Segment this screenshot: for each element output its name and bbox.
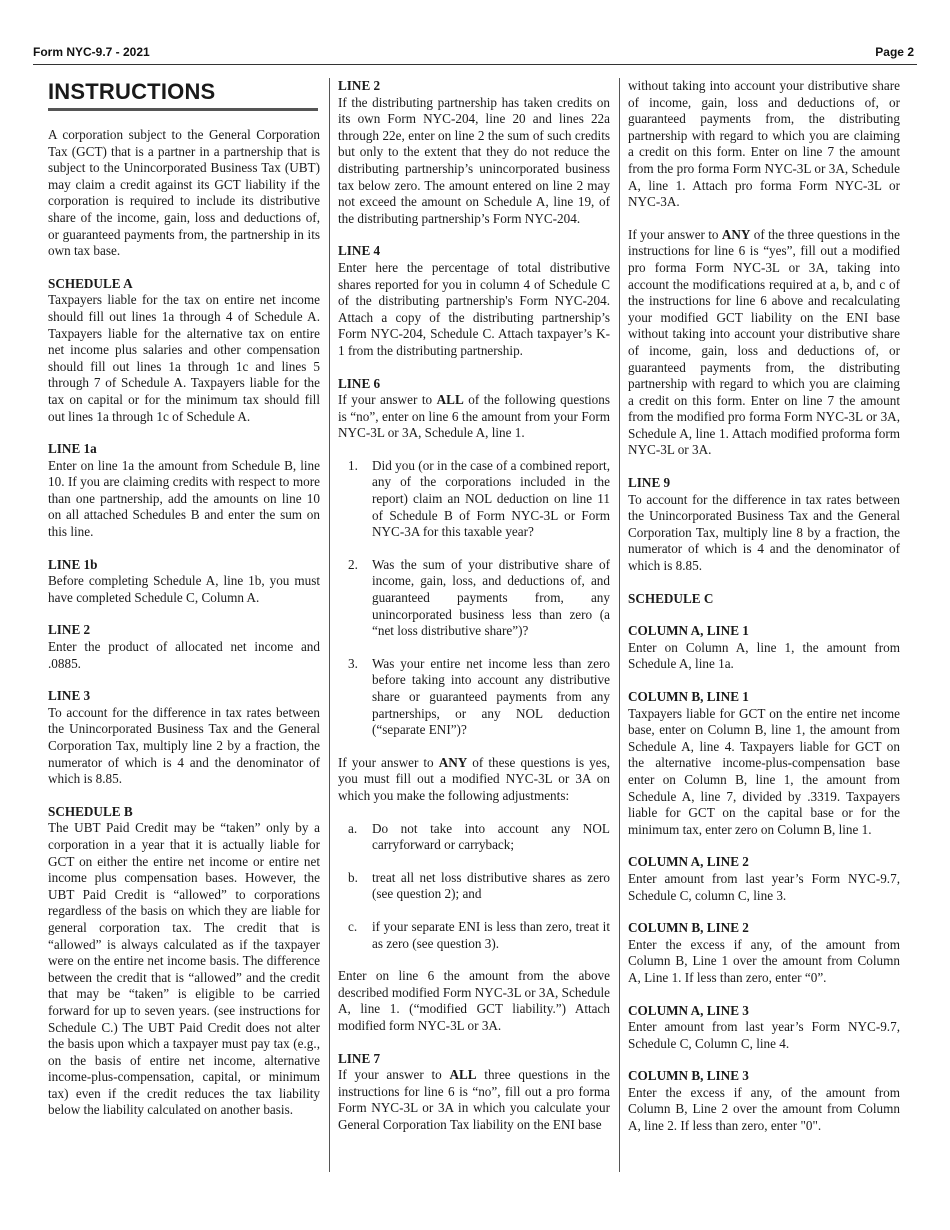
line-7-text: If your answer to ALL three questions in the instructions for line 6 is “no”, fill out a pro forma Form NYC-3L or 3A in which you calculate your General Corporation Tax liability on the ENI base	[338, 1067, 611, 1132]
column-divider	[619, 78, 620, 1172]
column-a-line-1-text: Enter on Column A, line 1, the amount from Schedule A, line 1a.	[628, 639, 900, 672]
line-1a-heading: LINE 1a	[48, 441, 97, 457]
enter-line-6-text: Enter on line 6 the amount from the above described modified Form NYC-3L or 3A, Schedule A, line 1. (“modified GCT liability.”) Attach modified form NYC-3L or 3A.	[338, 968, 610, 1033]
line-1b-heading: LINE 1b	[48, 556, 98, 572]
list-item: 2. Was the sum of your distributive share of income, gain, loss, and deductions of, and guaranteed payments from, any unincorporated business less than zero (a “net loss distributive share”)?	[348, 556, 610, 639]
any-answer-text: If your answer to ANY of these questions is yes, you must fill out a modified NYC-3L or 3A on which you make the following adjustments:	[338, 754, 610, 803]
column-2	[338, 78, 610, 1133]
line-3-text: To account for the difference in tax rates between the Unincorporated Business Tax and the General Corporation Tax, multiply line 2 by a fraction, the numerator of which is 4 and the denominator of which is 8.85.	[48, 704, 320, 787]
column-a-line-2-heading: COLUMN A, LINE 2	[628, 854, 749, 870]
line-4-text: Enter here the percentage of total distributive shares reported for you in column 4 of Schedule C of the distributing partnership's Form NYC-204. Attach a copy of the distributing partnership’s Form NYC-204, Schedule C. Attach taxpayer’s K-1 from the distributing partnership.	[338, 259, 610, 358]
column-b-line-1-heading: COLUMN B, LINE 1	[628, 689, 749, 704]
header-rule	[33, 64, 917, 65]
column-divider	[329, 78, 330, 1172]
line-7-continued-text: without taking into account your distributive share of income, gain, loss and deductions of, or guaranteed payments from, the distributing partnership with regard to which you are claiming a credit on this form. Enter on line 7 the amount from the pro forma Form NYC-3L or 3A, Schedule A, line 1. Attach pro forma Form NYC-3L or NYC-3A.	[628, 78, 900, 210]
column-a-line-1-heading: COLUMN A, LINE 1	[628, 623, 749, 639]
line-1a-text: Enter on line 1a the amount from Schedule B, line 10. If you are claiming credits with respect to more than one partnership, add the amounts on line 10 on all attached Schedules B and enter the sum on this line.	[48, 457, 320, 540]
list-item: c. if your separate ENI is less than zero, treat it as zero (see question 3).	[348, 918, 610, 951]
column-b-line-1-text: Taxpayers liable for GCT on the entire net income base, enter on Column B, line 1, the amount from Schedule A, line 4. Taxpayers liable for GCT on the alternative income-plus-compensation base enter on Column B, line 1, the amount from Schedule A, line 7, divided by .3319. Taxpayers liable for GCT on the capital base or for the minimum tax, enter zero on Column B, line 1.	[628, 705, 900, 837]
schedule-c-heading: SCHEDULE C	[628, 590, 714, 606]
column-b-line-3-text: Enter the excess if any, of the amount from Column B, Line 2 over the amount from Column A, line 2. If less than zero, enter "0".	[628, 1084, 900, 1134]
column-3	[628, 78, 900, 1135]
list-item: 1. Did you (or in the case of a combined report, any of the corporations included in the report) claim an NOL deduction on line 11 of Schedule B of Form NYC-3L or Form NYC-3A for this taxable year?	[348, 457, 610, 540]
line-6-heading: LINE 6	[338, 375, 381, 391]
schedule-b-heading: SCHEDULE B	[48, 803, 133, 819]
any-yes-text: If your answer to ANY of the three questions in the instructions for line 6 is “yes”, fill out a modified pro forma Form NYC-3L or 3A, taking into account the modifications required at a, b, and c of the instructions for line 6 above and recalculating your modified GCT liability on the ENI base without taking into account your distributive share of income, gain, loss and deductions of, or guaranteed payments from, the distributing partnership with regard to which you are claiming a credit on this form. Enter on line 7 the amount from the modified pro forma Form NYC-3L or 3A, Schedule A, line 1. Attach modified proforma form NYC-3L or 3A.	[628, 226, 901, 458]
column-b-line-2-text: Enter the excess if any, of the amount from Column B, Line 1 over the amount from Column A, Line 1. If less than zero, enter “0”.	[628, 936, 900, 985]
column-b-line-3-heading: COLUMN B, LINE 3	[628, 1068, 749, 1084]
line-7-heading: LINE 7	[338, 1050, 381, 1066]
intro-paragraph: A corporation subject to the General Corporation Tax (GCT) that is a partner in a partnership that is subject to the Unincorporated Business Tax (UBT) may claim a credit against its GCT liability if the corporation is required to include its distributive share of the income, gain, loss and deductions of, or guaranteed payments from, the partnership in its own tax base.	[48, 127, 320, 259]
line-3-heading: LINE 3	[48, 688, 91, 704]
column-b-line-2-heading: COLUMN B, LINE 2	[628, 920, 749, 936]
questions-list	[338, 458, 610, 739]
adjustments-list	[338, 821, 610, 953]
column-1	[48, 78, 320, 1119]
column-a-line-3-heading: COLUMN A, LINE 3	[628, 1002, 749, 1018]
line-2-heading: LINE 2	[48, 622, 91, 638]
list-item: 3. Was your entire net income less than zero before taking into account any distributive share or guaranteed payments from any partnerships, or any NOL deduction (“separate ENI”)?	[348, 655, 610, 738]
page-title: INSTRUCTIONS	[48, 78, 318, 111]
column-a-line-3-text: Enter amount from last year’s Form NYC-9.7, Schedule C, Column C, line 4.	[628, 1019, 900, 1051]
line-9-heading: LINE 9	[628, 475, 671, 491]
page-number: Page 2	[875, 45, 914, 59]
line-2-text: Enter the product of allocated net income and .0885.	[48, 639, 320, 671]
line-9-text: To account for the difference in tax rates between the Unincorporated Business Tax and the General Corporation Tax, multiply line 8 by a fraction, the numerator of which is 4 and the denominator of which is 8.85.	[628, 491, 900, 574]
schedule-b-text: The UBT Paid Credit may be “taken” only by a corporation in a year that it is actually liable for GCT on either the entire net income or entire net income plus compensation bases. However, the UBT Paid Credit is “allowed” to corporations regardless of the basis on which they are liable for general corporation tax. The credit that is “allowed” is always calculated as if the taxpayer were on the entire net income basis. The difference between the credit that is “allowed” and the credit that may be “taken” is eligible to be carried forward for up to seven years. (see instructions for Schedule C.) The UBT Paid Credit does not alter the basis upon which a taxpayer must pay tax (e.g., on the basis of entire net income, alternative income-plus-compensation, capital, or minimum tax) even if the credit reduces the tax liability below the liability calculated on another basis.	[48, 820, 320, 1118]
line-1b-text: Before completing Schedule A, line 1b, you must have completed Schedule C, Column A.	[48, 573, 320, 605]
schedule-a-heading: SCHEDULE A	[48, 275, 133, 291]
schedule-a-text: Taxpayers liable for the tax on entire net income should fill out lines 1a through 4 of Schedule A. Taxpayers liable for the alternative tax on entire net income plus salaries and other compensation should fill out lines 1a through 1c and lines 5 through 7 of Schedule A. Taxpayers liable for the tax on capital or for the minimum tax should fill out lines 1a through 1c of Schedule A.	[48, 292, 320, 424]
line-2-text: If the distributing partnership has taken credits on its own Form NYC-204, line 20 and lines 22a through 22e, enter on line 2 the sum of such credits but only to the extent that they do not reduce the distributing partnership’s unincorporated business tax below zero. The amount entered on line 2 may not exceed the amount on Schedule A, line 19, of the distributing partnership’s Form NYC-204.	[338, 94, 610, 226]
line-2-heading: LINE 2	[338, 78, 381, 93]
line-4-heading: LINE 4	[338, 243, 381, 259]
column-a-line-2-text: Enter amount from last year’s Form NYC-9.7, Schedule C, column C, line 3.	[628, 870, 900, 903]
form-id: Form NYC-9.7 - 2021	[33, 45, 150, 59]
list-item: a. Do not take into account any NOL carryforward or carryback;	[348, 820, 610, 853]
line-6-text: If your answer to ALL of the following questions is “no”, enter on line 6 the amount from your Form NYC-3L or 3A, Schedule A, line 1.	[338, 392, 611, 441]
list-item: b. treat all net loss distributive shares as zero (see question 2); and	[348, 869, 610, 902]
